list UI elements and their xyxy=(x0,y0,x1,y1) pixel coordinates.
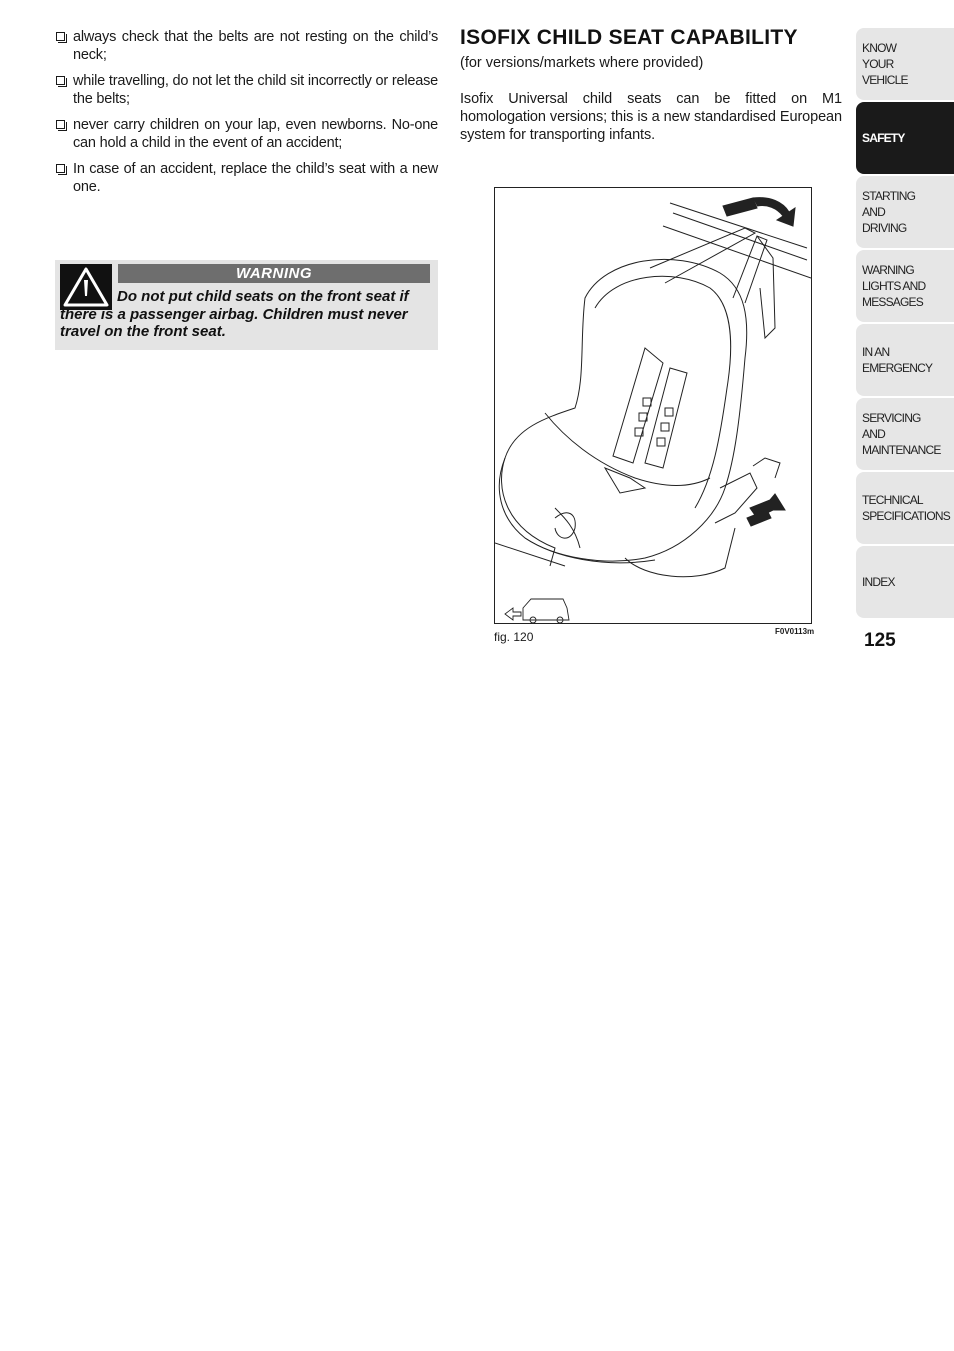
list-item: while travelling, do not let the child sit incorrectly or release the belts; xyxy=(55,72,438,108)
tab-servicing-and-maintenance[interactable]: SERVICING AND MAINTENANCE xyxy=(856,398,954,470)
warning-title: WARNING xyxy=(118,264,430,283)
list-item: always check that the belts are not resting on the child’s neck; xyxy=(55,28,438,64)
warning-text: Do not put child seats on the front seat if there is a passenger airbag. Children must never travel on the front seat. xyxy=(60,288,409,340)
section-body: Isofix Universal child seats can be fitted on M1 homologation versions; this is a new standardised European system for transporting infants. xyxy=(460,91,842,143)
figure-caption: fig. 120 xyxy=(494,630,534,644)
tab-index[interactable]: INDEX xyxy=(856,546,954,618)
tab-know-your-vehicle[interactable]: KNOW YOUR VEHICLE xyxy=(856,28,954,100)
checkbox-bullet-icon xyxy=(56,32,65,41)
tab-starting-and-driving[interactable]: STARTING AND DRIVING xyxy=(856,176,954,248)
chapter-sidebar xyxy=(856,28,954,620)
bullet-list xyxy=(55,28,438,196)
child-seat-illustration xyxy=(494,187,812,624)
warning-box xyxy=(55,260,438,350)
section-title: ISOFIX CHILD SEAT CAPABILITY xyxy=(460,26,798,49)
figure-code: F0V0113m xyxy=(775,627,815,636)
checkbox-bullet-icon xyxy=(56,76,65,85)
left-column xyxy=(55,28,438,204)
tab-warning-lights-and-messages[interactable]: WARNING LIGHTS AND MESSAGES xyxy=(856,250,954,322)
section-subtitle: (for versions/markets where provided) xyxy=(460,55,704,71)
right-column xyxy=(460,26,842,144)
list-item: never carry children on your lap, even newborns. No-one can hold a child in the event of an accident; xyxy=(55,116,438,152)
tab-in-an-emergency[interactable]: IN AN EMERGENCY xyxy=(856,324,954,396)
page-number: 125 xyxy=(864,630,896,651)
list-item: In case of an accident, replace the child’s seat with a new one. xyxy=(55,160,438,196)
checkbox-bullet-icon xyxy=(56,164,65,173)
tab-safety[interactable]: SAFETY xyxy=(856,102,954,174)
tab-technical-specifications[interactable]: TECHNICAL SPECIFICATIONS xyxy=(856,472,954,544)
checkbox-bullet-icon xyxy=(56,120,65,129)
